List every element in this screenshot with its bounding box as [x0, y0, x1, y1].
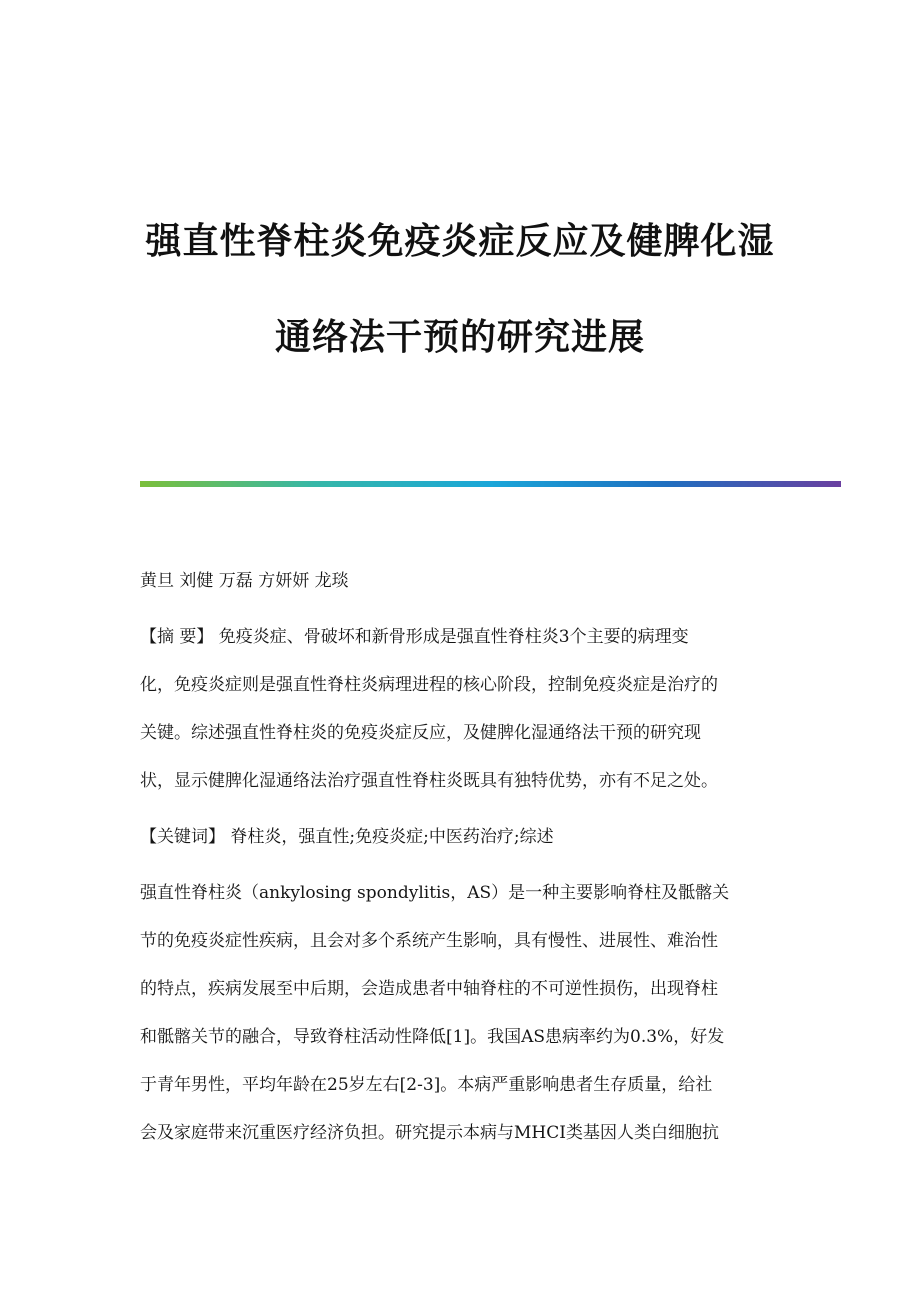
abstract-text: 免疫炎症、骨破坏和新骨形成是强直性脊柱炎3个主要的病理变	[213, 627, 689, 647]
body-line-5: 于青年男性，平均年龄在25岁左右[2-3]。本病严重影响患者生存质量，给社	[140, 1075, 713, 1095]
author-list: 黄旦 刘健 万磊 方妍妍 龙琰	[140, 571, 349, 591]
abstract-line-1	[140, 625, 689, 649]
keywords-text: 脊柱炎，强直性;免疫炎症;中医药治疗;综述	[225, 827, 554, 847]
body-line-1: 强直性脊柱炎（ankylosing spondylitis，AS）是一种主要影响脊柱及骶髂关	[140, 883, 730, 903]
paper-title-line-2: 通络法干预的研究进展	[274, 317, 645, 358]
abstract-label: 【摘 要】	[140, 627, 214, 647]
paper-title-line-1: 强直性脊柱炎免疫炎症反应及健脾化湿	[145, 221, 775, 262]
keywords-label: 【关键词】	[140, 827, 225, 847]
body-line-2: 节的免疫炎症性疾病，且会对多个系统产生影响，具有慢性、进展性、难治性	[140, 931, 718, 951]
abstract-line-4: 状，显示健脾化湿通络法治疗强直性脊柱炎既具有独特优势，亦有不足之处。	[140, 771, 718, 791]
body-line-4: 和骶髂关节的融合，导致脊柱活动性降低[1]。我国AS患病率约为0.3%，好发	[140, 1027, 725, 1047]
body-line-6: 会及家庭带来沉重医疗经济负担。研究提示本病与MHCⅠ类基因人类白细胞抗	[140, 1123, 719, 1143]
abstract-line-3: 关键。综述强直性脊柱炎的免疫炎症反应，及健脾化湿通络法干预的研究现	[140, 723, 701, 743]
abstract-line-2: 化，免疫炎症则是强直性脊柱炎病理进程的核心阶段，控制免疫炎症是治疗的	[140, 675, 718, 695]
body-line-3: 的特点，疾病发展至中后期，会造成患者中轴脊柱的不可逆性损伤，出现脊柱	[140, 979, 718, 999]
title-divider	[140, 481, 841, 487]
keywords-line	[140, 825, 554, 849]
